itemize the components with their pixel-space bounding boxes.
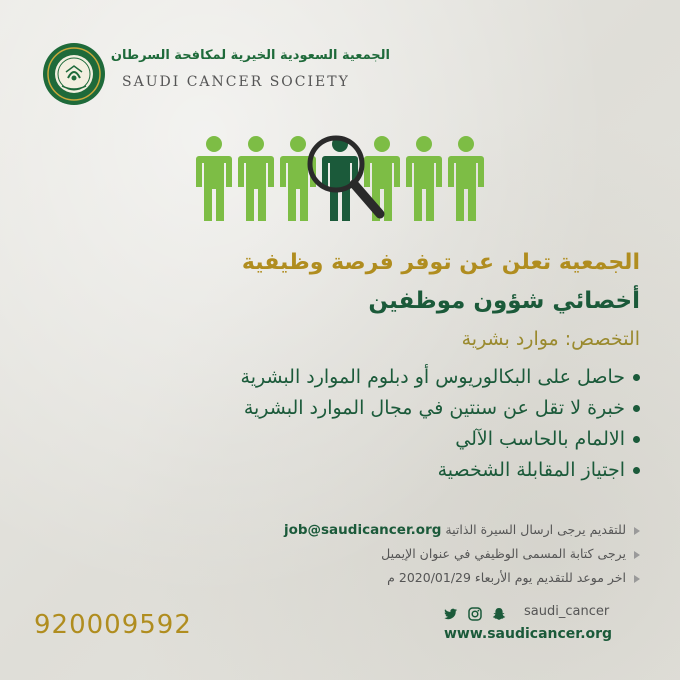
snapchat-icon[interactable] <box>492 607 506 621</box>
bullet-icon <box>633 467 640 474</box>
specialty: التخصص: موارد بشرية <box>461 328 640 350</box>
org-logo <box>42 42 390 106</box>
person-icon <box>448 136 484 221</box>
triangle-bullet-icon <box>634 527 640 535</box>
requirements-list <box>40 366 640 490</box>
apply-line-deadline <box>228 570 640 594</box>
bullet-icon <box>633 374 640 381</box>
website-link[interactable]: www.saudicancer.org <box>444 626 613 642</box>
org-name-english: SAUDI CANCER SOCIETY <box>122 74 350 90</box>
org-name-arabic: الجمعية السعودية الخيرية لمكافحة السرطان <box>110 48 390 63</box>
bullet-icon <box>633 436 640 443</box>
requirement-text: الالمام بالحاسب الآلي <box>455 428 625 450</box>
phone-number[interactable]: 920009592 <box>34 610 192 640</box>
bullet-icon <box>633 405 640 412</box>
person-icon <box>280 136 316 221</box>
announcement-headline: الجمعية تعلن عن توفر فرصة وظيفية <box>241 250 640 275</box>
deadline-text: اخر موعد للتقديم يوم الأربعاء 2020/01/29 م <box>387 570 626 585</box>
person-icon <box>238 136 274 221</box>
list-item <box>40 428 640 459</box>
people-search-illustration <box>194 134 490 234</box>
person-icon <box>406 136 442 221</box>
requirement-text: خبرة لا تقل عن سنتين في مجال الموارد البشرية <box>243 397 625 419</box>
list-item <box>40 459 640 490</box>
apply-line-email <box>228 522 640 546</box>
social-handle[interactable]: saudi_cancer <box>524 604 610 619</box>
person-icon <box>322 136 358 221</box>
apply-text: يرجى كتابة المسمى الوظيفي في عنوان الإيميل <box>381 546 626 561</box>
seal-logo-icon <box>42 42 106 106</box>
person-icon <box>196 136 232 221</box>
list-item <box>40 366 640 397</box>
requirement-text: حاصل على البكالوريوس أو دبلوم الموارد البشرية <box>240 366 625 388</box>
email-link[interactable]: job@saudicancer.org <box>283 522 442 538</box>
apply-instructions <box>228 522 640 594</box>
requirement-text: اجتياز المقابلة الشخصية <box>437 459 625 481</box>
social-links <box>444 604 640 624</box>
job-title: أخصائي شؤون موظفين <box>368 288 640 314</box>
triangle-bullet-icon <box>634 551 640 559</box>
instagram-icon[interactable] <box>468 607 482 621</box>
apply-line-subject <box>228 546 640 570</box>
list-item <box>40 397 640 428</box>
twitter-icon[interactable] <box>444 607 458 621</box>
apply-text: للتقديم يرجى ارسال السيرة الذاتية <box>445 522 626 537</box>
triangle-bullet-icon <box>634 575 640 583</box>
